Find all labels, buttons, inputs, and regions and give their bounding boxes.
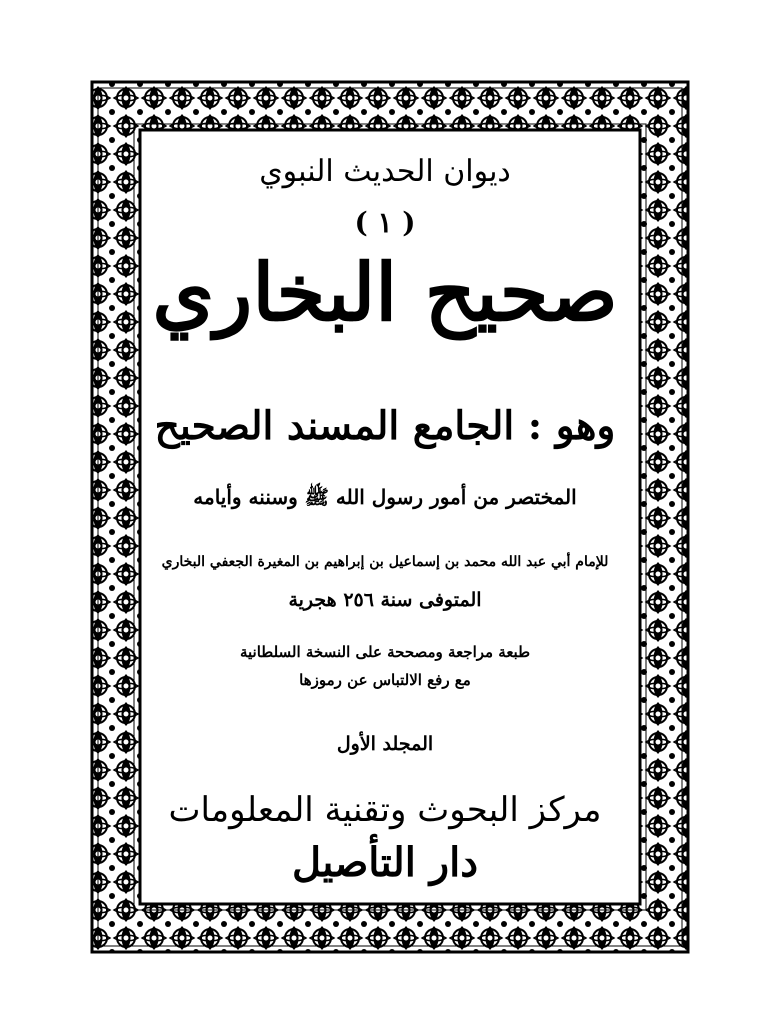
volume-label: المجلد الأول	[336, 733, 434, 755]
book-description: المختصر من أمور رسول الله ﷺ وسننه وأيامه	[193, 485, 577, 509]
book-subtitle: وهو : الجامع المسند الصحيح	[154, 403, 616, 449]
series-title: ديوان الحديث النبوي	[259, 154, 511, 189]
edition-note: طبعة مراجعة ومصححة على النسخة السلطانية	[239, 643, 531, 661]
book-title: صحيح البخاري	[152, 246, 618, 339]
imprint-name: دار التأصيل	[291, 839, 479, 886]
author-line: للإمام أبي عبد الله محمد بن إسماعيل بن إبراهيم بن المغيرة الجعفي البخاري	[161, 554, 609, 570]
volume-number: ( ١ )	[354, 206, 416, 239]
death-year: المتوفى سنة ٢٥٦ هجرية	[288, 589, 482, 611]
publisher-name: مركز البحوث وتقنية المعلومات	[168, 790, 602, 830]
cover-text-block	[150, 135, 620, 905]
edition-note-2: مع رفع الالتباس عن رموزها	[299, 671, 471, 689]
